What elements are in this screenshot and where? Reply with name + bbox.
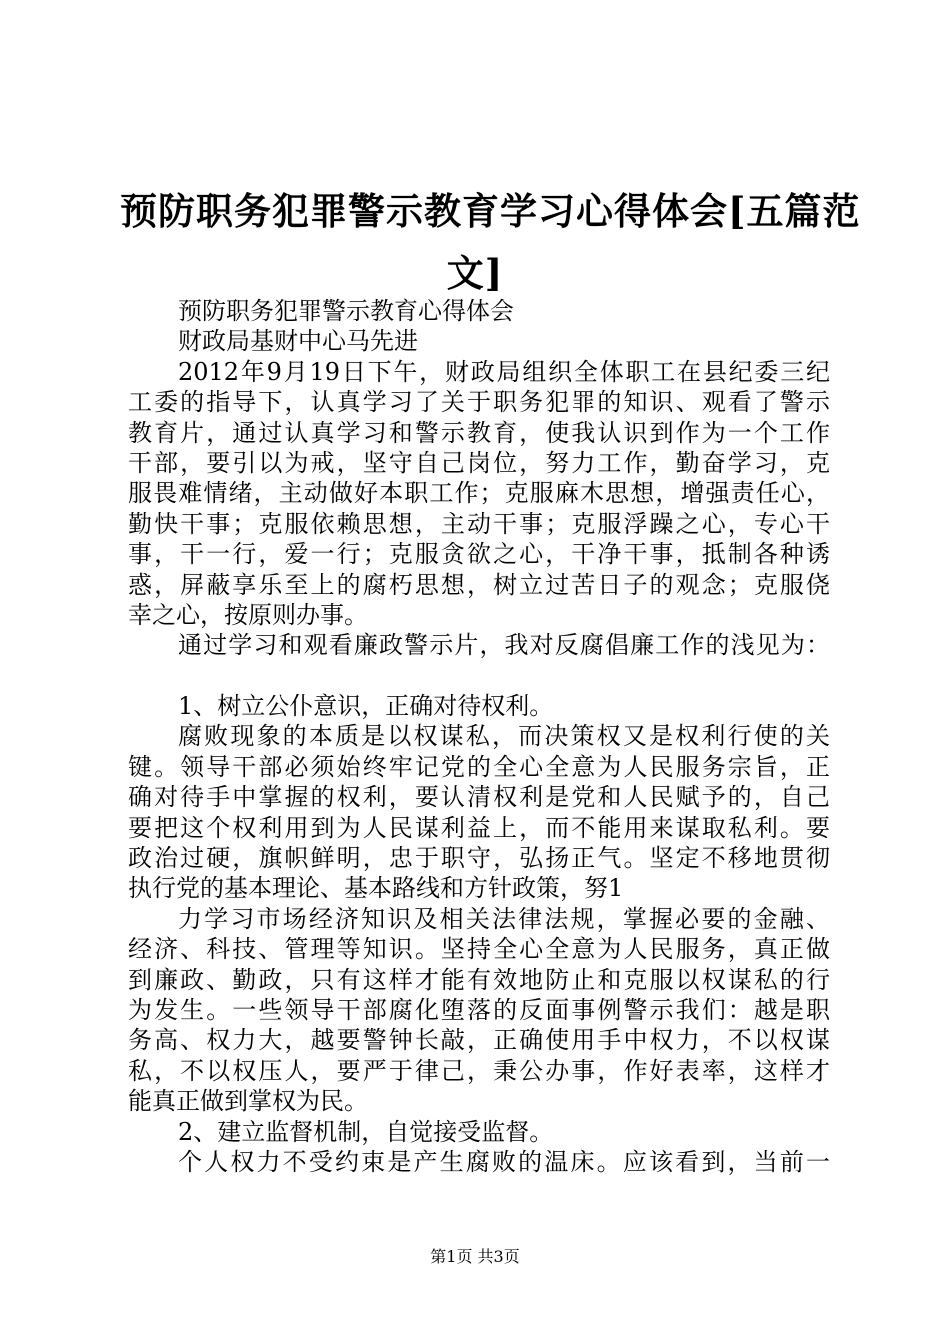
text-line: 个人权力不受约束是产生腐败的温床。应该看到，当前一 — [178, 1147, 830, 1176]
section-heading: 1、树立公仆意识，正确对待权利。 — [178, 692, 554, 721]
text-line: 能真正做到掌权为民。 — [128, 1087, 368, 1116]
text-line: 服畏难情绪，主动做好本职工作；克服麻木思想，增强责任心， — [128, 479, 830, 508]
text-line: 腐败现象的本质是以权谋私，而决策权又是权利行使的关 — [178, 722, 830, 751]
subtitle: 预防职务犯罪警示教育心得体会 — [178, 297, 514, 325]
blank-line — [128, 661, 830, 691]
text-line: 键。领导干部必须始终牢记党的全心全意为人民服务宗旨，正 — [128, 752, 830, 781]
title-line-1: 预防职务犯罪警示教育学习心得体会[五篇范 — [120, 189, 861, 233]
text-line: 惑，屏蔽享乐至上的腐朽思想，树立过苦日子的观念；克服侥 — [128, 570, 830, 599]
text-line: 力学习市场经济知识及相关法律法规，掌握必要的金融、 — [178, 904, 830, 933]
section-heading: 2、建立监督机制，自觉接受监督。 — [178, 1117, 554, 1146]
text-line: 政治过硬，旗帜鲜明，忠于职守，弘扬正气。坚定不移地贯彻 — [128, 844, 830, 873]
author-line: 财政局基财中心马先进 — [178, 327, 418, 356]
text-line: 教育片，通过认真学习和警示教育，使我认识到作为一个工作 — [128, 418, 830, 447]
text-line: 事，干一行，爱一行；克服贪欲之心，干净干事，抵制各种诱 — [128, 540, 830, 569]
title-line-2: 文] — [446, 251, 504, 295]
text-line: 要把这个权利用到为人民谋利益上，而不能用来谋取私利。要 — [128, 813, 830, 842]
text-line: 幸之心，按原则办事。 — [128, 600, 368, 629]
text-line: 2012年9月19日下午，财政局组织全体职工在县纪委三纪 — [178, 357, 830, 386]
document-body — [128, 296, 830, 1177]
text-line: 为发生。一些领导干部腐化堕落的反面事例警示我们：越是职 — [128, 995, 830, 1024]
text-line: 执行党的基本理论、基本路线和方针政策，努1 — [128, 874, 624, 903]
page-footer: 第1页 共3页 — [430, 1247, 520, 1266]
text-line: 勤快干事；克服依赖思想，主动干事；克服浮躁之心，专心干 — [128, 509, 830, 538]
text-line: 通过学习和观看廉政警示片，我对反腐倡廉工作的浅见为： — [178, 631, 830, 660]
document-title — [120, 180, 861, 304]
text-line: 干部，要引以为戒，坚守自己岗位，努力工作，勤奋学习，克 — [128, 448, 830, 477]
text-line: 到廉政、勤政，只有这样才能有效地防止和克服以权谋私的行 — [128, 965, 830, 994]
text-line: 务高、权力大，越要警钟长敲，正确使用手中权力，不以权谋 — [128, 1026, 830, 1055]
text-line: 私，不以权压人，要严于律己，秉公办事，作好表率，这样才 — [128, 1056, 830, 1085]
text-line: 工委的指导下，认真学习了关于职务犯罪的知识、观看了警示 — [128, 388, 830, 417]
text-line: 确对待手中掌握的权利，要认清权利是党和人民赋予的，自己 — [128, 783, 830, 812]
text-line: 经济、科技、管理等知识。坚持全心全意为人民服务，真正做 — [128, 935, 830, 964]
